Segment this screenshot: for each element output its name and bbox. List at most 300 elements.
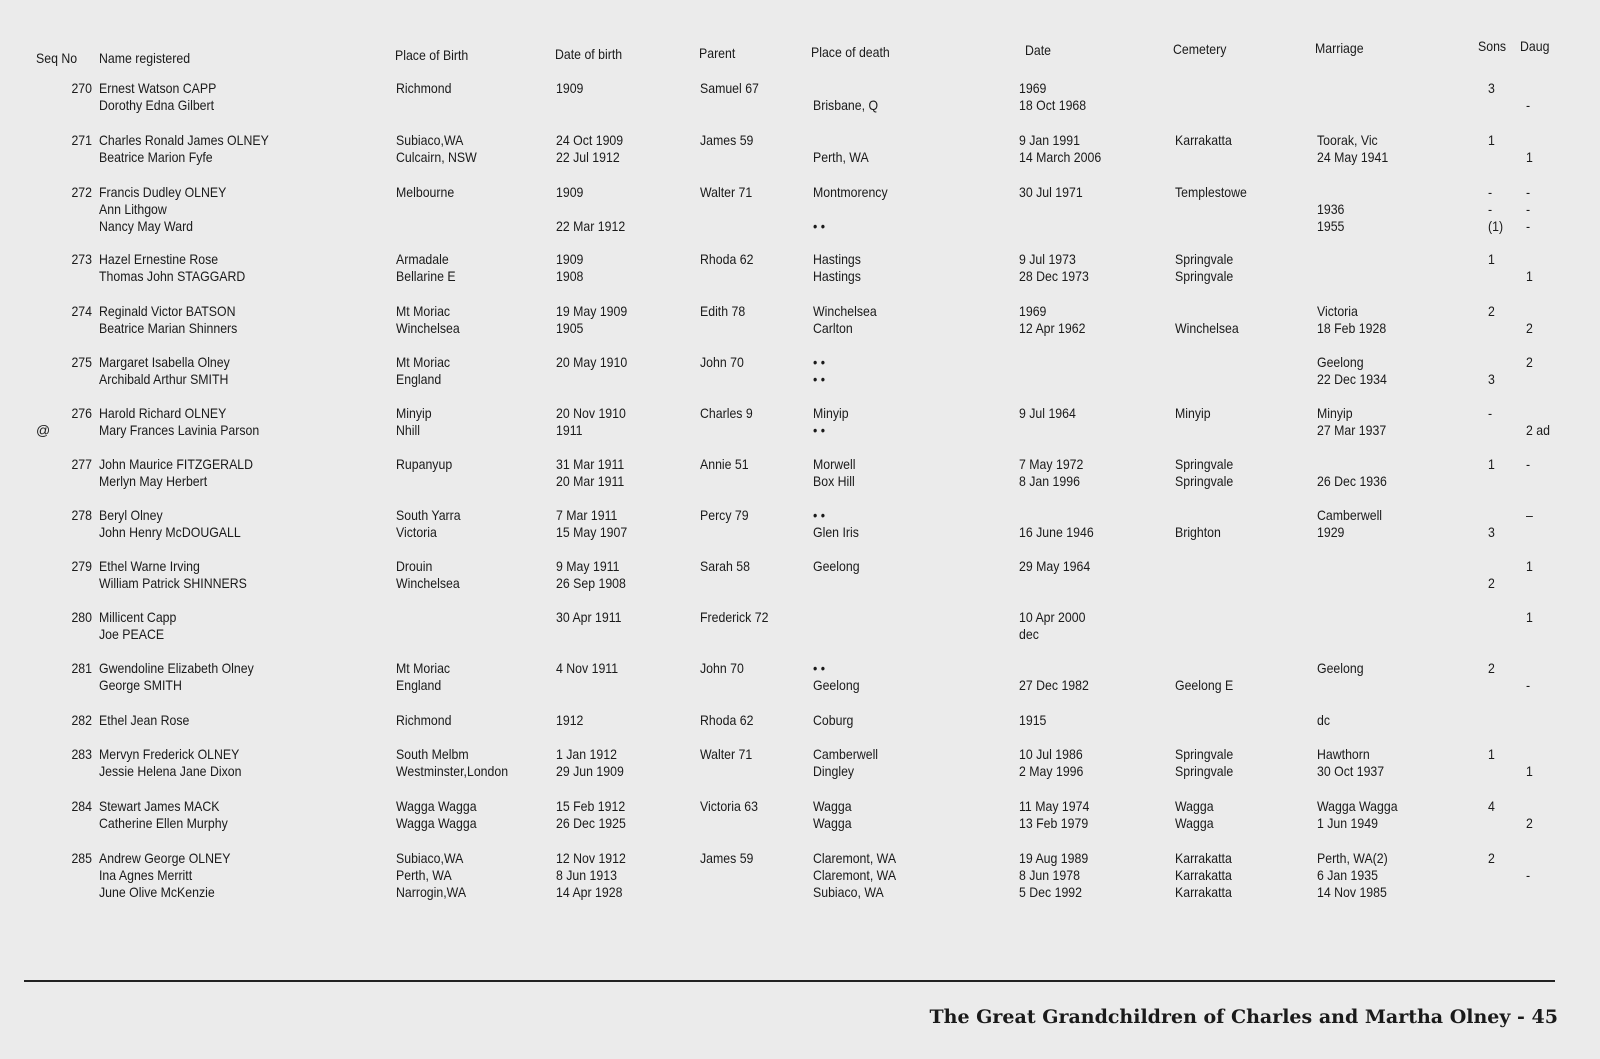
seq-number: 279 xyxy=(71,558,92,574)
cemetery-line: Springvale xyxy=(1175,456,1234,472)
date-line: 1969 xyxy=(1019,80,1047,96)
names-line: Millicent Capp xyxy=(99,609,177,625)
cell-dob xyxy=(556,354,627,371)
cell-dob xyxy=(556,746,624,780)
date-line: 13 Feb 1979 xyxy=(1019,815,1089,831)
dob-line: 24 Oct 1909 xyxy=(556,132,624,148)
cell-pob xyxy=(396,507,461,541)
cell-date xyxy=(1019,456,1083,490)
cell-pod xyxy=(813,746,878,780)
pob-line: Wagga Wagga xyxy=(396,798,477,814)
cell-parent xyxy=(700,456,749,473)
names-line: Gwendoline Elizabeth Olney xyxy=(99,660,254,676)
dob-line: 9 May 1911 xyxy=(556,558,620,574)
names-line: Ernest Watson CAPP xyxy=(99,80,217,96)
dob-line: 14 Apr 1928 xyxy=(556,884,623,900)
cell-marriage xyxy=(1317,405,1386,439)
date-line xyxy=(1019,660,1089,677)
header-marriage: Marriage xyxy=(1315,40,1364,56)
dob-line: 20 Nov 1910 xyxy=(556,405,626,421)
pod-line: • • xyxy=(813,218,826,234)
cell-pob xyxy=(396,303,460,337)
cell-cemetery xyxy=(1175,303,1239,337)
sons-line: (1) xyxy=(1488,218,1504,234)
date-line: 7 May 1972 xyxy=(1019,456,1084,472)
daug-line: - xyxy=(1526,201,1531,217)
pob-line: Narrogin,WA xyxy=(396,884,467,900)
cell-names xyxy=(99,507,241,541)
dob-line: 26 Dec 1925 xyxy=(556,815,626,831)
cell-names xyxy=(99,251,245,285)
pod-line xyxy=(813,80,878,97)
daug-line xyxy=(1526,80,1530,97)
seq-number: 275 xyxy=(71,354,92,370)
sons-line: 2 xyxy=(1488,575,1495,591)
cell-sons xyxy=(1488,251,1495,268)
pod-line: Wagga xyxy=(813,798,852,814)
names-line: June Olive McKenzie xyxy=(99,884,215,900)
marriage-line: 1955 xyxy=(1317,218,1345,234)
pod-line: • • xyxy=(813,507,826,523)
names-line: Archibald Arthur SMITH xyxy=(99,371,229,387)
daug-line xyxy=(1526,132,1533,149)
header-date-of-birth: Date of birth xyxy=(555,46,623,62)
cell-marriage xyxy=(1317,354,1387,388)
cemetery-line: Templestowe xyxy=(1175,184,1247,200)
date-line: 1915 xyxy=(1019,712,1047,728)
pob-line: Winchelsea xyxy=(396,575,460,591)
seq-number: 272 xyxy=(71,184,92,200)
cemetery-line: Karrakatta xyxy=(1175,132,1232,148)
sons-line: 3 xyxy=(1488,371,1495,387)
cell-parent xyxy=(700,303,745,320)
pod-line: Hastings xyxy=(813,268,861,284)
cell-pod xyxy=(813,405,849,439)
date-line: 12 Apr 1962 xyxy=(1019,320,1086,336)
parent-line: Charles 9 xyxy=(700,405,753,421)
names-line: Hazel Ernestine Rose xyxy=(99,251,219,267)
marriage-line: Geelong xyxy=(1317,354,1364,370)
dob-line: 12 Nov 1912 xyxy=(556,850,626,866)
cell-cemetery xyxy=(1175,850,1232,901)
daug-line xyxy=(1526,303,1533,320)
pod-line: Wagga xyxy=(813,815,852,831)
parent-line: James 59 xyxy=(700,132,754,148)
dob-line: 8 Jun 1913 xyxy=(556,867,617,883)
dob-line: 20 Mar 1911 xyxy=(556,473,625,489)
cell-sons xyxy=(1488,660,1495,677)
marriage-line: 18 Feb 1928 xyxy=(1317,320,1387,336)
daug-line: 2 xyxy=(1526,320,1533,336)
marriage-line: Perth, WA(2) xyxy=(1317,850,1388,866)
cell-parent xyxy=(700,798,758,815)
daug-line: - xyxy=(1526,867,1531,883)
cell-daug xyxy=(1526,507,1533,524)
names-line: William Patrick SHINNERS xyxy=(99,575,247,591)
cell-pob xyxy=(396,184,454,201)
dob-line: 1908 xyxy=(556,268,584,284)
parent-line: John 70 xyxy=(700,660,744,676)
names-line: Ethel Warne Irving xyxy=(99,558,200,574)
cell-parent xyxy=(700,660,744,677)
marriage-line xyxy=(1317,184,1344,201)
seq-number: 277 xyxy=(71,456,92,472)
pob-line: Subiaco,WA xyxy=(396,132,464,148)
pod-line: Montmorency xyxy=(813,184,888,200)
cell-date xyxy=(1019,132,1101,166)
cell-names xyxy=(99,558,247,592)
names-line: Harold Richard OLNEY xyxy=(99,405,227,421)
parent-line: Percy 79 xyxy=(700,507,749,523)
daug-line: 2 xyxy=(1526,815,1533,831)
header-cemetery: Cemetery xyxy=(1173,41,1227,57)
marriage-line: 30 Oct 1937 xyxy=(1317,763,1385,779)
date-line: 29 May 1964 xyxy=(1019,558,1091,574)
sons-line: 3 xyxy=(1488,80,1495,96)
cell-pob xyxy=(396,80,451,97)
pob-line: Richmond xyxy=(396,712,452,728)
cell-marriage xyxy=(1317,746,1384,780)
cell-cemetery xyxy=(1175,251,1233,285)
names-line: Ann Lithgow xyxy=(99,201,167,217)
daug-line: 1 xyxy=(1526,149,1533,165)
daug-line: 1 xyxy=(1526,268,1533,284)
cell-date xyxy=(1019,712,1046,729)
cemetery-line: Springvale xyxy=(1175,268,1234,284)
cell-names xyxy=(99,660,254,694)
cell-names xyxy=(99,746,241,780)
dob-line xyxy=(556,201,625,218)
seq-number: 281 xyxy=(71,660,92,676)
pob-line: Richmond xyxy=(396,80,452,96)
sons-line: 1 xyxy=(1488,456,1495,472)
at-marker: @ xyxy=(36,422,51,438)
cell-parent xyxy=(700,80,759,97)
date-line: 18 Oct 1968 xyxy=(1019,97,1087,113)
pob-line: Drouin xyxy=(396,558,433,574)
cell-pod xyxy=(813,80,878,114)
date-line: 2 May 1996 xyxy=(1019,763,1084,779)
dob-line: 29 Jun 1909 xyxy=(556,763,624,779)
cell-sons xyxy=(1488,184,1503,235)
cell-cemetery xyxy=(1175,507,1221,541)
cemetery-line: Geelong E xyxy=(1175,677,1234,693)
parent-line: Rhoda 62 xyxy=(700,712,754,728)
seq-number: 274 xyxy=(71,303,92,319)
cell-daug xyxy=(1526,303,1533,337)
pob-line: Westminster,London xyxy=(396,763,509,779)
seq-number: 271 xyxy=(71,132,92,148)
pod-line: • • xyxy=(813,354,826,370)
sons-line: 4 xyxy=(1488,798,1495,814)
cell-pod xyxy=(813,456,855,490)
cell-parent xyxy=(700,850,753,867)
cell-dob xyxy=(556,609,622,626)
cell-daug xyxy=(1526,746,1533,780)
cell-daug xyxy=(1526,798,1533,832)
cell-pob xyxy=(396,251,456,285)
cell-daug xyxy=(1526,609,1533,626)
cell-daug xyxy=(1526,660,1530,694)
daug-line: - xyxy=(1526,456,1531,472)
cell-names xyxy=(99,80,216,114)
dob-line: 1905 xyxy=(556,320,584,336)
daug-line: 1 xyxy=(1526,558,1533,574)
cemetery-line: Springvale xyxy=(1175,473,1234,489)
cell-pob xyxy=(396,850,466,901)
cell-names xyxy=(99,184,226,235)
header-name: Name registered xyxy=(99,50,191,66)
daug-line: 1 xyxy=(1526,609,1533,625)
dob-line: 22 Jul 1912 xyxy=(556,149,620,165)
marriage-line: 1929 xyxy=(1317,524,1345,540)
cemetery-line: Springvale xyxy=(1175,251,1234,267)
pob-line: Melbourne xyxy=(396,184,455,200)
names-line: Joe PEACE xyxy=(99,626,165,642)
cell-pod xyxy=(813,507,859,541)
pod-line: Box Hill xyxy=(813,473,855,489)
seq-number: 280 xyxy=(71,609,92,625)
cell-daug xyxy=(1526,80,1530,114)
date-line: 10 Apr 2000 xyxy=(1019,609,1086,625)
cell-sons xyxy=(1488,80,1495,97)
header-sons: Sons xyxy=(1478,38,1507,54)
dob-line: 15 Feb 1912 xyxy=(556,798,626,814)
header-place-of-birth: Place of Birth xyxy=(395,47,469,63)
date-line: dec xyxy=(1019,626,1039,642)
cell-marriage xyxy=(1317,798,1398,832)
seq-number: 284 xyxy=(71,798,92,814)
daug-line: 1 xyxy=(1526,763,1533,779)
cell-date xyxy=(1019,746,1083,780)
sons-line: 1 xyxy=(1488,132,1495,148)
cell-dob xyxy=(556,80,583,97)
seq-number: 273 xyxy=(71,251,92,267)
names-line: Beatrice Marion Fyfe xyxy=(99,149,213,165)
cell-dob xyxy=(556,558,626,592)
cell-names xyxy=(99,132,269,166)
pob-line: Rupanyup xyxy=(396,456,453,472)
cell-pob xyxy=(396,712,451,729)
dob-line: 20 May 1910 xyxy=(556,354,628,370)
cell-cemetery xyxy=(1175,132,1232,149)
cell-date xyxy=(1019,80,1086,114)
parent-line: Rhoda 62 xyxy=(700,251,754,267)
names-line: Ina Agnes Merritt xyxy=(99,867,193,883)
cell-cemetery xyxy=(1175,660,1233,694)
header-parent: Parent xyxy=(699,45,736,61)
cell-parent xyxy=(700,132,753,149)
cell-parent xyxy=(700,609,768,626)
cell-date xyxy=(1019,609,1085,643)
pod-line xyxy=(813,132,869,149)
dob-line: 15 May 1907 xyxy=(556,524,628,540)
cemetery-line xyxy=(1175,660,1233,677)
marriage-line: 6 Jan 1935 xyxy=(1317,867,1378,883)
names-line: Catherine Ellen Murphy xyxy=(99,815,228,831)
cell-marriage xyxy=(1317,507,1382,541)
pob-line: South Melbm xyxy=(396,746,469,762)
page-footer: The Great Grandchildren of Charles and Martha Olney - 45 xyxy=(929,1006,1558,1028)
cell-sons xyxy=(1488,303,1495,320)
cell-sons xyxy=(1488,132,1495,149)
cell-daug xyxy=(1526,850,1530,884)
marriage-line: Geelong xyxy=(1317,660,1364,676)
dob-line: 1909 xyxy=(556,184,584,200)
pod-line: Camberwell xyxy=(813,746,879,762)
cell-date xyxy=(1019,507,1094,541)
daug-line xyxy=(1526,850,1530,867)
marriage-line: Toorak, Vic xyxy=(1317,132,1378,148)
names-line: Ethel Jean Rose xyxy=(99,712,190,728)
sons-line xyxy=(1488,558,1495,575)
pod-line: • • xyxy=(813,371,826,387)
cell-daug xyxy=(1526,456,1530,473)
cell-daug xyxy=(1526,558,1533,575)
pob-line: Culcairn, NSW xyxy=(396,149,477,165)
cell-parent xyxy=(700,558,750,575)
cemetery-line: Karrakatta xyxy=(1175,884,1232,900)
cell-pob xyxy=(396,558,460,592)
dob-line: 7 Mar 1911 xyxy=(556,507,618,523)
cell-dob xyxy=(556,798,626,832)
pod-line: Subiaco, WA xyxy=(813,884,884,900)
date-line: 8 Jun 1978 xyxy=(1019,867,1080,883)
cell-pod xyxy=(813,184,888,235)
names-line: Mervyn Frederick OLNEY xyxy=(99,746,240,762)
sons-line xyxy=(1488,354,1495,371)
cell-sons xyxy=(1488,354,1495,388)
pob-line: England xyxy=(396,371,442,387)
date-line xyxy=(1019,507,1094,524)
marriage-line: Minyip xyxy=(1317,405,1353,421)
pod-line: Brisbane, Q xyxy=(813,97,879,113)
cell-names xyxy=(99,850,230,901)
pod-line: Claremont, WA xyxy=(813,850,897,866)
date-line: 16 June 1946 xyxy=(1019,524,1094,540)
pob-line: Perth, WA xyxy=(396,867,452,883)
cell-sons xyxy=(1488,558,1495,592)
cell-dob xyxy=(556,456,624,490)
cell-daug xyxy=(1526,405,1550,439)
dob-line: 1909 xyxy=(556,80,584,96)
sons-line: 3 xyxy=(1488,524,1495,540)
pob-line: Mt Moriac xyxy=(396,303,451,319)
daug-line xyxy=(1526,405,1550,422)
dob-line: 31 Mar 1911 xyxy=(556,456,625,472)
cell-pob xyxy=(396,456,452,473)
sons-line: 1 xyxy=(1488,746,1495,762)
pob-line: Nhill xyxy=(396,422,420,438)
parent-line: Annie 51 xyxy=(700,456,749,472)
header-date: Date xyxy=(1025,42,1052,58)
marriage-line: 14 Nov 1985 xyxy=(1317,884,1387,900)
parent-line: Sarah 58 xyxy=(700,558,751,574)
date-line: 11 May 1974 xyxy=(1019,798,1090,814)
date-line: 19 Aug 1989 xyxy=(1019,850,1089,866)
cemetery-line: Karrakatta xyxy=(1175,850,1232,866)
cell-pod xyxy=(813,660,860,694)
cell-dob xyxy=(556,303,627,337)
cell-dob xyxy=(556,184,625,235)
seq-number: 285 xyxy=(71,850,92,866)
names-line: Merlyn May Herbert xyxy=(99,473,208,489)
cell-cemetery xyxy=(1175,456,1233,490)
cell-daug xyxy=(1526,132,1533,166)
dob-line: 26 Sep 1908 xyxy=(556,575,626,591)
names-line: Margaret Isabella Olney xyxy=(99,354,230,370)
date-line: 9 Jul 1973 xyxy=(1019,251,1076,267)
parent-line: John 70 xyxy=(700,354,744,370)
cell-pod xyxy=(813,850,896,901)
cell-daug xyxy=(1526,184,1530,235)
parent-line: Walter 71 xyxy=(700,746,753,762)
sons-line: 2 xyxy=(1488,303,1495,319)
daug-line: 2 ad xyxy=(1526,422,1550,438)
cemetery-line xyxy=(1175,507,1221,524)
dob-line: 1 Jan 1912 xyxy=(556,746,617,762)
daug-line: - xyxy=(1526,677,1531,693)
cemetery-line: Karrakatta xyxy=(1175,867,1232,883)
cell-pob xyxy=(396,132,477,166)
marriage-line: 26 Dec 1936 xyxy=(1317,473,1387,489)
cell-names xyxy=(99,405,259,439)
cell-parent xyxy=(700,405,753,422)
pod-line: Claremont, WA xyxy=(813,867,897,883)
cell-pod xyxy=(813,354,825,388)
sons-line: 2 xyxy=(1488,850,1495,866)
date-line: 10 Jul 1986 xyxy=(1019,746,1083,762)
names-line: Thomas John STAGGARD xyxy=(99,268,246,284)
parent-line: James 59 xyxy=(700,850,754,866)
pob-line: England xyxy=(396,677,442,693)
names-line: Mary Frances Lavinia Parson xyxy=(99,422,260,438)
dob-line: 1912 xyxy=(556,712,584,728)
cemetery-line: Minyip xyxy=(1175,405,1211,421)
cell-dob xyxy=(556,405,626,439)
cell-pod xyxy=(813,712,853,729)
pod-line: Winchelsea xyxy=(813,303,877,319)
names-line: Francis Dudley OLNEY xyxy=(99,184,227,200)
cell-pod xyxy=(813,132,869,166)
daug-line: – xyxy=(1526,507,1533,523)
header-seq: Seq No xyxy=(36,50,78,66)
date-line: 30 Jul 1971 xyxy=(1019,184,1083,200)
cell-sons xyxy=(1488,405,1492,422)
header-place-of-death: Place of death xyxy=(811,44,890,60)
pob-line: South Yarra xyxy=(396,507,461,523)
dob-line: 4 Nov 1911 xyxy=(556,660,619,676)
cell-names xyxy=(99,798,228,832)
pob-line: Winchelsea xyxy=(396,320,460,336)
cell-cemetery xyxy=(1175,405,1211,422)
cell-pod xyxy=(813,251,861,285)
pod-line: Dingley xyxy=(813,763,855,779)
pod-line: • • xyxy=(813,660,826,676)
pob-line: Victoria xyxy=(396,524,437,540)
cell-cemetery xyxy=(1175,184,1247,201)
cemetery-line: Springvale xyxy=(1175,763,1234,779)
seq-number: 278 xyxy=(71,507,92,523)
cell-sons xyxy=(1488,746,1495,763)
pod-line: Carlton xyxy=(813,320,853,336)
pod-line: Geelong xyxy=(813,558,860,574)
cell-pob xyxy=(396,798,477,832)
cell-names xyxy=(99,456,253,490)
names-line: Nancy May Ward xyxy=(99,218,194,234)
pob-line: Bellarine E xyxy=(396,268,456,284)
cell-marriage xyxy=(1317,712,1330,729)
